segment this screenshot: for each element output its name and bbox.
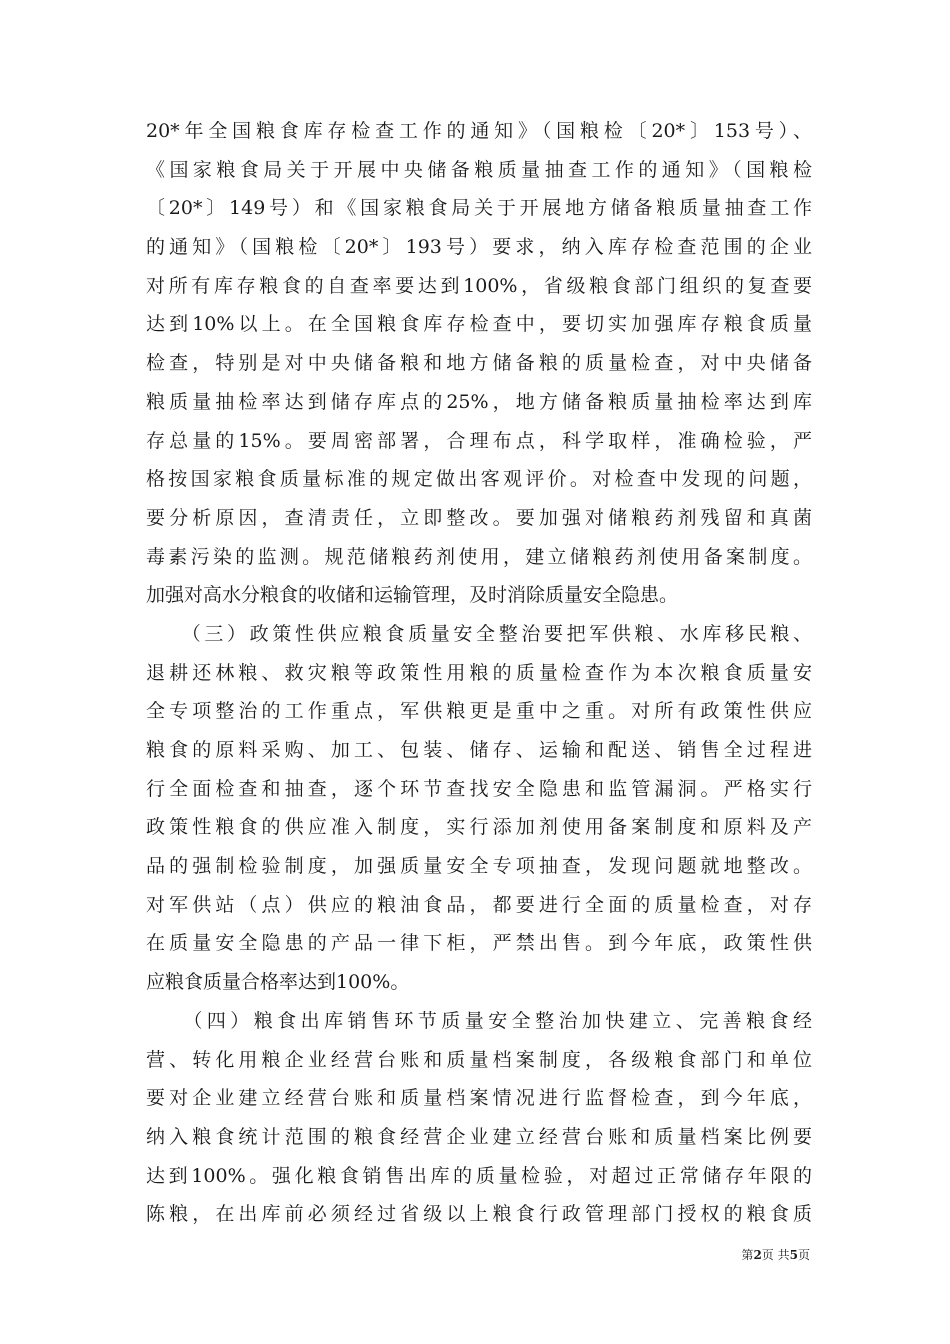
- text-line: 格按国家粮食质量标准的规定做出客观评价。对检查中发现的问题，: [146, 468, 812, 491]
- footer-middle: 页 共: [761, 1248, 790, 1262]
- text-line: 要分析原因，查清责任，立即整改。要加强对储粮药剂残留和真菌: [146, 506, 812, 529]
- body-text: [146, 112, 812, 1234]
- text-line: 达到100%。强化粮食销售出库的质量检验，对超过正常储存年限的: [146, 1164, 812, 1187]
- text-line: 品的强制检验制度，加强质量安全专项抽查，发现问题就地整改。: [146, 855, 812, 878]
- page-number-footer: [700, 1247, 810, 1263]
- text-line: 对所有库存粮食的自查率要达到100%，省级粮食部门组织的复查要: [146, 274, 812, 297]
- total-pages-number: 5: [789, 1248, 798, 1262]
- text-line: 粮质量抽检率达到储存库点的25%，地方储备粮质量抽检率达到库: [146, 390, 812, 413]
- footer-suffix: 页: [797, 1248, 810, 1262]
- text-line: 营、转化用粮企业经营台账和质量档案制度，各级粮食部门和单位: [146, 1048, 812, 1071]
- text-line: 对军供站（点）供应的粮油食品，都要进行全面的质量检查，对存: [146, 893, 812, 916]
- footer-prefix: 第: [741, 1248, 754, 1262]
- text-line: 20*年全国粮食库存检查工作的通知》（国粮检〔20*〕153号）、: [146, 120, 812, 142]
- text-line: 在质量安全隐患的产品一律下柜，严禁出售。到今年底，政策性供: [146, 932, 812, 955]
- text-line: 检查，特别是对中央储备粮和地方储备粮的质量检查，对中央储备: [146, 352, 812, 375]
- current-page-number: 2: [753, 1248, 762, 1262]
- text-line: 达到10%以上。在全国粮食库存检查中，要切实加强库存粮食质量: [146, 313, 812, 336]
- text-line: 退耕还林粮、救灾粮等政策性用粮的质量检查作为本次粮食质量安: [146, 661, 812, 684]
- text-line: 存总量的15%。要周密部署，合理布点，科学取样，准确检验，严: [146, 429, 812, 452]
- text-line: 加强对高水分粮食的收储和运输管理，及时消除质量安全隐患。: [146, 584, 679, 607]
- text-line: 《国家粮食局关于开展中央储备粮质量抽查工作的通知》（国粮检: [146, 158, 812, 181]
- text-line: 陈粮，在出库前必须经过省级以上粮食行政管理部门授权的粮食质: [146, 1203, 812, 1226]
- text-line: 政策性粮食的供应准入制度，实行添加剂使用备案制度和原料及产: [146, 816, 812, 839]
- text-line: 〔20*〕149号）和《国家粮食局关于开展地方储备粮质量抽查工作: [146, 197, 812, 220]
- text-line: 要对企业建立经营台账和质量档案情况进行监督检查，到今年底，: [146, 1087, 812, 1110]
- text-line: 全专项整治的工作重点，军供粮更是重中之重。对所有政策性供应: [146, 700, 812, 723]
- text-line: 粮食的原料采购、加工、包装、储存、运输和配送、销售全过程进: [146, 739, 812, 761]
- text-line: 毒素污染的监测。规范储粮药剂使用，建立储粮药剂使用备案制度。: [146, 545, 812, 568]
- text-line: 纳入粮食统计范围的粮食经营企业建立经营台账和质量档案比例要: [146, 1125, 812, 1148]
- text-line: 应粮食质量合格率达到100%。: [146, 971, 410, 994]
- text-line: 的通知》（国粮检〔20*〕193号）要求，纳入库存检查范围的企业: [146, 236, 812, 259]
- text-line: 行全面检查和抽查，逐个环节查找安全隐患和监管漏洞。严格实行: [146, 777, 812, 800]
- text-line: （三）政策性供应粮食质量安全整治要把军供粮、水库移民粮、: [146, 622, 812, 645]
- text-line: （四）粮食出库销售环节质量安全整治加快建立、完善粮食经: [146, 1009, 812, 1032]
